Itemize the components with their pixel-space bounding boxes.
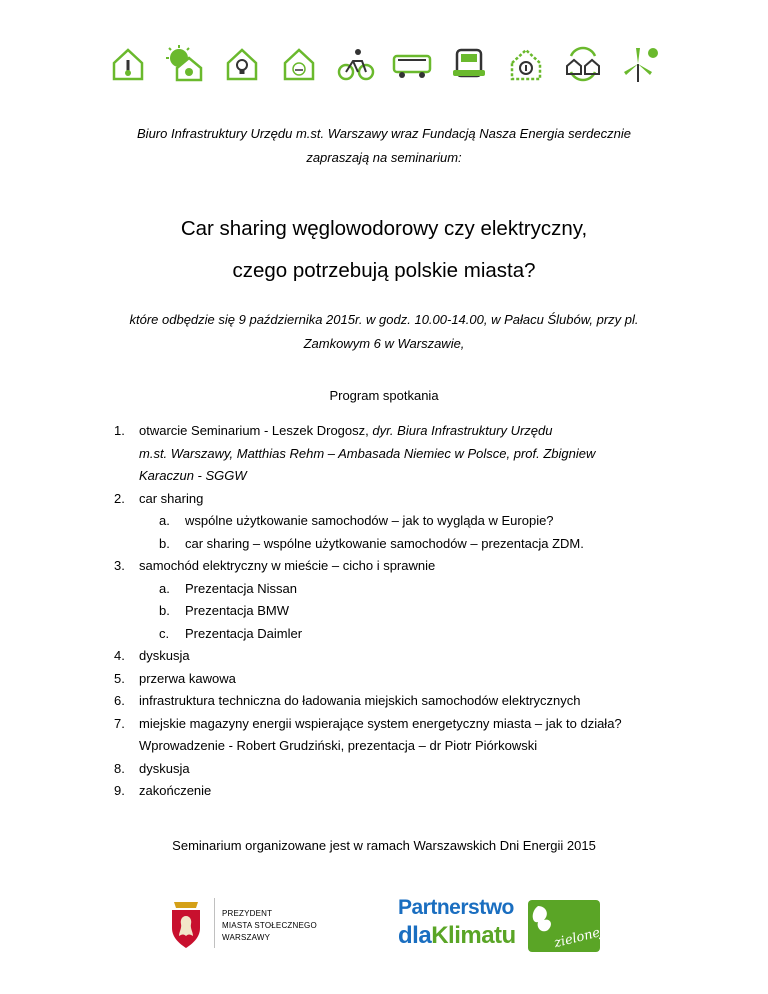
agenda-subitem-3b: b. Prezentacja BMW: [159, 603, 290, 618]
agenda-item-3: 3. samochód elektryczny w mieście – cicho i sprawnie: [114, 558, 436, 573]
seminar-title: [0, 208, 768, 292]
program-heading: Program spotkania: [329, 388, 439, 403]
house-bulb-icon: [222, 44, 262, 84]
agenda-item-2: 2. car sharing: [114, 490, 204, 506]
agenda-item-6: 6. infrastruktura techniczna do ładowania miejskich samochodów elektrycznych: [114, 693, 581, 708]
agenda-item-7: 7. miejskie magazyny energii wspierające system energetyczny miasta – jak to działa?: [114, 715, 622, 731]
agenda-item-1-cont: m.st. Warszawy, Matthias Rehm – Ambasada Niemiec w Polsce, prof. Zbigniew: [139, 445, 596, 461]
footer-note: Seminarium organizowane jest w ramach Warszawskich Dni Energii 2015: [172, 838, 596, 853]
when-line-2: Zamkowym 6 w Warszawie,: [303, 336, 465, 351]
intro-line-1: Biuro Infrastruktury Urzędu m.st. Warszawy wraz Fundacją Nasza Energia serdecznie: [137, 126, 631, 141]
warsaw-crest-icon: [166, 896, 206, 950]
agenda-item-1: 1. otwarcie Seminarium - Leszek Drogosz, dyr. Biura Infrastruktury Urzędu: [114, 423, 553, 438]
house-cycle-icon: [563, 44, 603, 84]
energy-icons-row: [108, 44, 660, 84]
title-line-1: Car sharing węglowodorowy czy elektryczny,: [180, 217, 588, 240]
agenda-subitem-2a: a. wspólne użytkowanie samochodów – jak to wygląda w Europie?: [159, 513, 554, 528]
bus-icon: [392, 44, 432, 84]
house-info-icon: [506, 44, 546, 84]
agenda-item-4: 4. dyskusja: [114, 648, 190, 663]
house-energy-label-icon: [279, 44, 319, 84]
house-sun-icon: [165, 44, 205, 84]
agenda-subitem-2b: b. car sharing – wspólne użytkowanie samochodów – prezentacja ZDM.: [159, 535, 584, 551]
partnerstwo-text: Partnerstwo: [398, 896, 514, 919]
title-line-2: czego potrzebują polskie miasta?: [232, 259, 536, 282]
when-line-1: które odbędzie się 9 października 2015r. w godz. 10.00-14.00, w Pałacu Ślubów, przy pl.: [129, 312, 639, 327]
logo-divider: [214, 898, 215, 948]
warszawa-zielonej-badge-icon: [528, 900, 606, 952]
agenda-item-8: 8. dyskusja: [114, 760, 190, 776]
agenda-list: [114, 420, 674, 803]
svg-text:zielonej: zielonej: [552, 924, 606, 952]
bicycle-icon: [336, 44, 376, 84]
agenda-subitem-3a: a. Prezentacja Nissan: [159, 580, 297, 596]
seminar-date-venue: [0, 308, 768, 356]
agenda-item-7-cont: Wprowadzenie - Robert Grudziński, prezentacja – dr Piotr Piórkowski: [139, 738, 538, 753]
invitation-intro: [0, 122, 768, 170]
agenda-item-1-cont-2: Karaczun - SGGW: [139, 468, 247, 483]
agenda-item-9: 9. zakończenie: [114, 783, 212, 798]
house-thermometer-icon: [108, 44, 148, 84]
electric-car-icon: [449, 44, 489, 84]
president-text: PREZYDENT MIASTA STOŁECZNEGO WARSZAWY: [222, 909, 317, 942]
intro-line-2: zapraszają na seminarium:: [306, 150, 462, 165]
agenda-item-5: 5. przerwa kawowa: [114, 670, 236, 686]
wind-turbine-icon: [620, 44, 660, 84]
agenda-subitem-3c: c. Prezentacja Daimler: [159, 625, 303, 641]
president-warsaw-logo: [166, 896, 366, 950]
partnerstwo-dla-klimatu-logo: Partnerstwo dlaKlimatu zielonej: [396, 896, 602, 956]
